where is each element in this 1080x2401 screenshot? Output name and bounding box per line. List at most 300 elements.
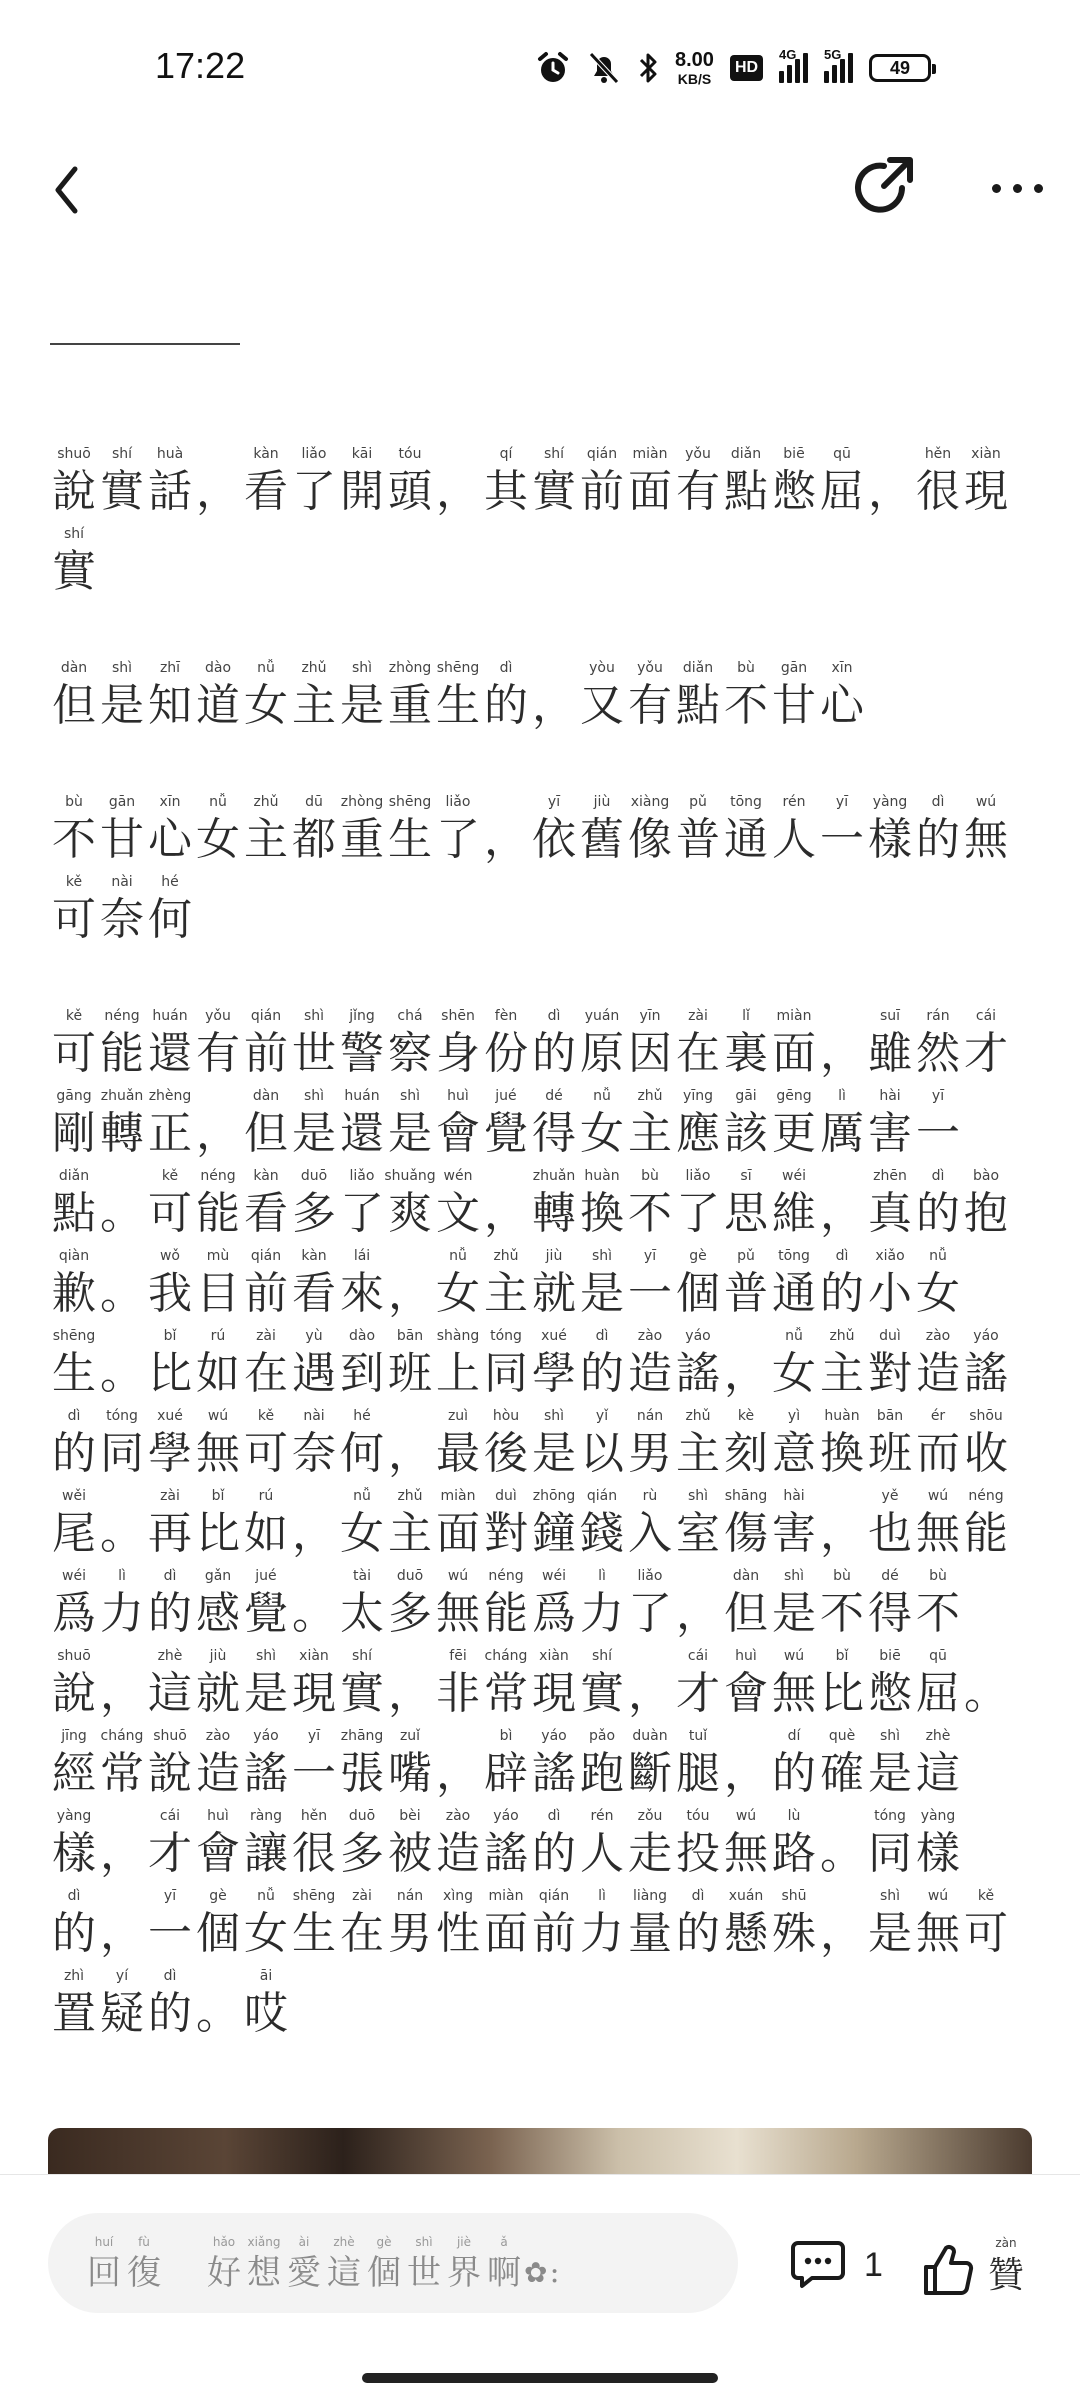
hanzi: 一 [628,1268,672,1319]
hanzi: 雖 [868,1028,912,1079]
hanzi: 是 [340,680,384,731]
hanzi: 是 [772,1588,816,1639]
ruby-char [434,1246,482,1322]
ruby-char [626,1646,674,1722]
hanzi: 換 [820,1428,864,1479]
battery-icon [869,54,931,82]
ruby-char [818,1086,866,1162]
ruby-char [194,1646,242,1722]
pinyin: shì [879,1728,901,1744]
hanzi: 。 [100,1508,144,1559]
pinyin: dí [787,1728,801,1744]
hanzi: 世 [407,2253,441,2293]
hanzi: 點 [52,1188,96,1239]
pinyin: zàn [995,2236,1017,2250]
ruby-char [98,1246,146,1322]
hanzi: 懸 [724,1908,768,1959]
hanzi: 但 [52,680,96,731]
hanzi: 舊 [580,814,624,865]
hanzi: 謠 [244,1748,288,1799]
ruby-char [242,1566,290,1642]
ruby-char [770,1806,818,1882]
pinyin: fēi [449,1648,467,1664]
ruby-char [98,444,146,520]
ruby-char [722,1646,770,1722]
hanzi: 投 [676,1828,720,1879]
ruby-char [866,1406,914,1482]
ruby-char [146,1406,194,1482]
hanzi: 世 [292,1028,336,1079]
ruby-char [578,1806,626,1882]
pinyin: néng [968,1488,1004,1504]
hanzi: 尾 [52,1508,96,1559]
hanzi: 錢 [580,1508,624,1559]
ruby-char [626,1566,674,1642]
ruby-char [50,872,98,948]
network-speed-unit: KB/S [677,71,712,87]
hanzi: 前 [580,466,624,517]
ruby-char [146,1646,194,1722]
hanzi: 生 [52,1348,96,1399]
pinyin: yàng [56,1808,92,1824]
home-indicator[interactable] [362,2373,718,2383]
hanzi: 界 [447,2253,481,2293]
ruby-char [866,1646,914,1722]
hanzi: 同 [868,1828,912,1879]
attached-photo[interactable] [48,2128,1032,2174]
ruby-char [866,1726,914,1802]
hanzi: 能 [964,1508,1008,1559]
hanzi: 目 [196,1268,240,1319]
pinyin: kàn [301,1248,327,1264]
hanzi: 現 [532,1668,576,1719]
ruby-char [434,1086,482,1162]
pinyin: duō [396,1568,424,1584]
pinyin: suī [879,1008,901,1024]
pinyin: dì [163,1968,177,1984]
hanzi: 女 [244,680,288,731]
pinyin: wú [447,1568,469,1584]
hanzi: 是 [100,680,144,731]
pinyin: zhǔ [685,1408,711,1424]
hanzi: 殊 [772,1908,816,1959]
pinyin: gè [209,1888,227,1904]
pinyin: zhēn [873,1168,907,1184]
ruby-char [626,444,674,520]
hanzi: 察 [388,1028,432,1079]
hanzi: 不 [820,1588,864,1639]
hanzi: 最 [436,1428,480,1479]
pinyin: yī [307,1728,321,1744]
hanzi: 的 [484,680,528,731]
pinyin: biē [879,1648,901,1664]
pinyin: diǎn [730,446,762,462]
ruby-char [244,2233,284,2295]
pinyin: dàn [252,1088,280,1104]
hanzi: 普 [676,814,720,865]
text-line [50,1082,1025,1162]
ruby-char [484,2233,524,2295]
hanzi: 一 [916,1108,960,1159]
pinyin: duō [348,1808,376,1824]
ruby-char [386,792,434,868]
ruby-char [914,1326,962,1402]
ruby-char [722,1566,770,1642]
hanzi: 說 [52,466,96,517]
share-button[interactable] [848,152,918,222]
pinyin: huàn [584,1168,620,1184]
ruby-char [146,1726,194,1802]
ruby-char [386,1886,434,1962]
pinyin: shì [255,1648,277,1664]
share-icon [848,152,918,222]
hanzi: 了 [436,814,480,865]
pinyin: dì [67,1408,81,1424]
hanzi: ， [100,1668,144,1719]
hanzi: 女 [244,1908,288,1959]
pinyin: qū [833,446,851,462]
pinyin: yǒu [637,660,663,676]
ruby-char [338,1486,386,1562]
ruby-char [242,444,290,520]
hanzi: 造 [196,1748,240,1799]
hanzi: 前 [532,1908,576,1959]
pinyin: zhuǎn [100,1088,144,1104]
hanzi: 個 [367,2253,401,2293]
hanzi: 如 [244,1508,288,1559]
hanzi: 實 [340,1668,384,1719]
hanzi: 實 [532,466,576,517]
ruby-char [98,1726,146,1802]
ruby-char [386,1086,434,1162]
signal-4g-icon [779,47,808,83]
hanzi: ， [868,466,912,517]
ruby-char [84,2233,124,2295]
ruby-char [818,1486,866,1562]
pinyin: rù [642,1488,658,1504]
hanzi: ， [388,1428,432,1479]
hd-voice-badge: HD [730,55,763,81]
pinyin: lì [838,1088,846,1104]
hanzi: 實 [52,546,96,597]
pinyin: què [828,1728,856,1744]
pinyin: rú [258,1488,274,1504]
hanzi: 學 [148,1428,192,1479]
ruby-char [626,1086,674,1162]
hanzi: 主 [820,1348,864,1399]
back-button[interactable] [46,160,86,220]
pinyin: zhèng [148,1088,192,1104]
ruby-char [530,1406,578,1482]
pinyin: shuō [57,446,91,462]
hanzi: 不 [724,680,768,731]
pinyin: miàn [440,1488,476,1504]
ruby-char [98,658,146,734]
pinyin: shì [783,1568,805,1584]
hanzi: 心 [820,680,864,731]
ruby-char [242,658,290,734]
pinyin: hé [161,874,179,890]
hanzi: 一 [820,814,864,865]
ruby-char [578,1646,626,1722]
hanzi: 的 [532,1028,576,1079]
pinyin: āi [259,1968,273,1984]
comment-button[interactable] [790,2239,883,2291]
like-button[interactable] [920,2233,1030,2299]
ruby-char [146,1086,194,1162]
pinyin: dì [931,794,945,810]
comment-bubble-icon [790,2239,846,2291]
ruby-char [626,1006,674,1082]
hanzi: 力 [100,1588,144,1639]
hanzi: 置 [52,1988,96,2039]
hanzi: 而 [916,1428,960,1479]
article-paragraph [50,440,1025,600]
ruby-char [722,792,770,868]
hanzi: 常 [484,1668,528,1719]
hanzi: 知 [148,680,192,731]
hanzi: 身 [436,1028,480,1079]
pinyin: xiàn [971,446,1001,462]
pinyin: cái [687,1648,709,1664]
pinyin: shí [351,1648,373,1664]
hanzi: 對 [484,1508,528,1559]
ruby-char [722,1166,770,1242]
hanzi: 無 [436,1588,480,1639]
pinyin: lái [353,1248,371,1264]
hanzi: 主 [244,814,288,865]
ruby-char [482,1486,530,1562]
ruby-char [818,1166,866,1242]
pinyin: shuō [153,1728,187,1744]
pinyin: shì [351,660,373,676]
ruby-char [434,1486,482,1562]
pinyin: jiù [593,794,611,810]
hanzi: 得 [532,1108,576,1159]
hanzi: 力 [580,1588,624,1639]
hanzi: 贊 [987,2255,1024,2296]
reply-colon: : [549,2255,560,2290]
pinyin: shì [399,1088,421,1104]
hanzi: 被 [388,1828,432,1879]
ruby-char [674,1486,722,1562]
pinyin: shí [591,1648,613,1664]
ruby-char [866,1486,914,1562]
pinyin: kàn [253,446,279,462]
ruby-char [242,1886,290,1962]
hanzi: 頭 [388,466,432,517]
more-options-button[interactable] [982,168,1052,208]
ruby-char [962,444,1010,520]
hanzi: 力 [580,1908,624,1959]
hanzi: 屈 [916,1668,960,1719]
pinyin: yòu [589,660,615,676]
pinyin: jué [255,1568,277,1584]
pinyin: qián [250,1248,282,1264]
hanzi: 可 [964,1908,1008,1959]
text-line [50,868,1025,948]
pinyin: yáo [685,1328,711,1344]
hanzi: 哎 [244,1988,288,2039]
hanzi: 不 [628,1188,672,1239]
hanzi: 這 [148,1668,192,1719]
pinyin: diǎn [58,1168,90,1184]
hanzi: 憋 [772,466,816,517]
comment-count: 1 [864,2245,883,2284]
ruby-char [530,1566,578,1642]
pinyin: shēn [441,1008,475,1024]
ruby-char [338,792,386,868]
pinyin: huí [94,2235,114,2249]
pinyin: yī [163,1888,177,1904]
pinyin: pǔ [737,1248,755,1264]
hanzi: 女 [916,1268,960,1319]
pinyin: xué [541,1328,567,1344]
hanzi: 道 [196,680,240,731]
ruby-char [290,1326,338,1402]
hanzi: 但 [724,1588,768,1639]
ruby-char [98,1646,146,1722]
hanzi: 比 [148,1348,192,1399]
pinyin: néng [488,1568,524,1584]
ruby-char [482,1006,530,1082]
pinyin: shì [303,1008,325,1024]
pinyin: dì [931,1168,945,1184]
hanzi: 通 [724,814,768,865]
ruby-char [530,1246,578,1322]
pinyin: tōng [778,1248,810,1264]
pinyin: yī [547,794,561,810]
hanzi: 甘 [100,814,144,865]
ruby-char [482,1326,530,1402]
hanzi: 入 [628,1508,672,1559]
ruby-char [146,1326,194,1402]
hanzi: 走 [628,1828,672,1879]
ruby-char [770,792,818,868]
pinyin: shì [415,2235,433,2249]
ruby-char [866,444,914,520]
pinyin: shēng [388,794,432,810]
ruby-char [914,1166,962,1242]
hanzi: 都 [292,814,336,865]
ruby-char [386,444,434,520]
ruby-char [530,1086,578,1162]
pinyin: rú [210,1328,226,1344]
pinyin: kě [65,874,83,890]
ruby-char [626,792,674,868]
ruby-char [242,1806,290,1882]
pinyin: shēng [292,1888,336,1904]
pinyin: miàn [632,446,668,462]
hanzi: 謠 [484,1828,528,1879]
pinyin: zhè [157,1648,183,1664]
ruby-char [338,1406,386,1482]
battery-level: 49 [890,57,911,78]
pinyin: zhòng [340,794,384,810]
ruby-char [194,1886,242,1962]
reply-input[interactable] [48,2213,738,2313]
hanzi: ， [100,1908,144,1959]
hanzi: 。 [820,1828,864,1879]
hanzi: ， [724,1748,768,1799]
hanzi: 也 [868,1508,912,1559]
pinyin: ér [930,1408,946,1424]
hanzi: 憋 [868,1668,912,1719]
pinyin: yǒu [205,1008,231,1024]
hanzi: 轉 [532,1188,576,1239]
hanzi: 生 [388,814,432,865]
hanzi: 才 [676,1668,720,1719]
hanzi: 在 [676,1028,720,1079]
text-line [50,1002,1025,1082]
hanzi: 確 [820,1748,864,1799]
ruby-char [290,1006,338,1082]
hanzi: 想 [247,2253,281,2293]
hanzi: 裏 [724,1028,768,1079]
hanzi: 的 [148,1588,192,1639]
text-line [50,1802,1025,1882]
ruby-char [50,1486,98,1562]
pinyin: lù [787,1808,801,1824]
pinyin: wú [927,1488,949,1504]
ruby-char [482,792,530,868]
hanzi: ， [292,1508,336,1559]
hanzi: 主 [388,1508,432,1559]
pinyin: huán [344,1088,380,1104]
hanzi: 前 [244,1028,288,1079]
hanzi: ， [436,1748,480,1799]
hanzi: 看 [292,1268,336,1319]
hanzi: 覺 [244,1588,288,1639]
ruby-char [290,1166,338,1242]
pinyin: yì [787,1408,801,1424]
hanzi: 的 [820,1268,864,1319]
pinyin: shāng [724,1488,768,1504]
network-speed-value: 8.00 [675,49,714,71]
ruby-char [386,1166,434,1242]
pinyin: néng [104,1008,140,1024]
pinyin: duì [495,1488,517,1504]
pinyin: liǎo [685,1168,711,1184]
pinyin: néng [200,1168,236,1184]
ruby-char [770,1086,818,1162]
hanzi: 主 [292,680,336,731]
hanzi: 還 [340,1108,384,1159]
ruby-char [482,1406,530,1482]
pinyin: wéi [782,1168,806,1184]
ruby-char [914,1246,962,1322]
hanzi: 厲 [820,1108,864,1159]
ruby-char [722,444,770,520]
pinyin: nài [303,1408,325,1424]
ruby-char [914,444,962,520]
pinyin: huàn [824,1408,860,1424]
pinyin: zhòng [388,660,432,676]
pinyin: mù [206,1248,230,1264]
pinyin: xiàn [539,1648,569,1664]
pinyin: qián [538,1888,570,1904]
pinyin: zhī [159,660,181,676]
signal-5g-icon [824,47,853,83]
ruby-char [482,1806,530,1882]
ruby-char [194,1246,242,1322]
hanzi: 面 [484,1908,528,1959]
ruby-char [338,1166,386,1242]
ruby-char [914,1646,962,1722]
ruby-char [338,1006,386,1082]
pinyin: rén [590,1808,614,1824]
pinyin: dì [67,1888,81,1904]
